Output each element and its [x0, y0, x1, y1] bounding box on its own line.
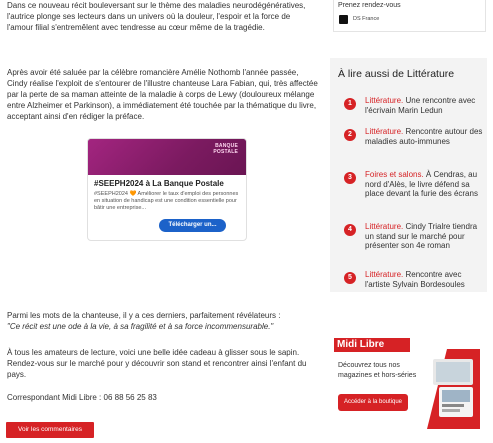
related-category: Littérature. — [365, 96, 404, 105]
promo-card[interactable] — [87, 138, 247, 241]
appointment-source: DS France — [353, 16, 380, 22]
related-headline: Cindy Trialre tiendra un stand sur le marché pour présenter son 4e roman — [365, 222, 478, 250]
related-link[interactable] — [365, 127, 483, 146]
ds-logo-icon — [339, 15, 348, 24]
promo-brand-line: BANQUE — [215, 143, 238, 149]
midi-libre-ad[interactable] — [333, 337, 483, 437]
promo-brand-line: POSTALE — [213, 149, 238, 155]
promo-download-button[interactable]: Télécharger un... — [159, 219, 226, 232]
appointment-card[interactable] — [333, 0, 486, 32]
related-link[interactable] — [365, 270, 483, 289]
promo-title: #SEEPH2024 à La Banque Postale — [94, 179, 224, 188]
item-number: 4 — [344, 224, 356, 236]
view-comments-button[interactable]: Voir les commentaires — [6, 422, 94, 438]
related-link[interactable] — [365, 96, 483, 115]
midi-libre-logo: Midi Libre — [334, 338, 410, 352]
related-headline: Rencontre autour des maladies auto-immunes — [365, 127, 483, 146]
promo-brand-logo — [213, 143, 238, 155]
related-headline: Rencontre avec l'artiste Sylvain Bordesoules — [365, 270, 465, 289]
promo-text: #SEEPH2024 🧡 Améliorer le taux d'emploi des personnes en situation de handicap est une condition essentielle pour bâtir une entreprise... — [94, 191, 239, 211]
item-number: 5 — [344, 272, 356, 284]
related-category: Littérature. — [365, 270, 404, 279]
related-link[interactable] — [365, 222, 483, 251]
magazine-covers-image — [427, 349, 480, 429]
related-category: Foires et salons. — [365, 170, 424, 179]
article-paragraph: Après avoir été saluée par la célèbre romancière Amélie Nothomb l'année passée, Cindy réalise l'exploit de s'entourer de l'illustre chanteuse Lara Fabian, qui, très affectée par la perte de sa maman atteinte de la maladie à corps de Lewy (douloureux mélange entre Alzheimer et Parkinson), a immédiatement été touchée par la thématique du livre, acceptant ainsi d'en rédiger la préface. — [7, 68, 318, 121]
related-title: À lire aussi de Littérature — [338, 68, 455, 80]
related-headline: À Cendras, au nord d'Alès, le livre défend sa place devant la furie des écrans — [365, 170, 478, 198]
related-headline: Une rencontre avec l'écrivain Marin Ledun — [365, 96, 476, 115]
promo-body — [88, 175, 246, 216]
promo-banner — [88, 139, 246, 175]
related-category: Littérature. — [365, 222, 404, 231]
quote-text: "Ce récit est une ode à la vie, à sa fragilité et à sa force incommensurable." — [7, 322, 274, 331]
article-paragraph: Dans ce nouveau récit bouleversant sur le thème des maladies neurodégénératives, l'autrice plonge ses lecteurs dans un univers où la douleur, l'espoir et la force de l'amour filial s'entremêlent avec tendresse au cœur même de la tragédie. — [7, 1, 306, 32]
item-number: 1 — [344, 98, 356, 110]
quote-intro: Parmi les mots de la chanteuse, il y a ces derniers, parfaitement révélateurs : — [7, 311, 281, 320]
related-articles — [330, 58, 487, 292]
appointment-title: Prenez rendez-vous — [338, 2, 401, 9]
item-number: 3 — [344, 172, 356, 184]
shop-access-button[interactable]: Accéder à la boutique — [338, 394, 408, 411]
related-category: Littérature. — [365, 127, 404, 136]
ad-copy: Découvrez tous nos magazines et hors-séries — [338, 362, 417, 379]
correspondent-contact: Correspondant Midi Libre : 06 88 56 25 83 — [7, 393, 157, 402]
article-paragraph: À tous les amateurs de lecture, voici une belle idée cadeau à glisser sous le sapin. Rendez-vous sur le marché pour y découvrir son stand et rencontrer ainsi l'enfant du pays. — [7, 348, 307, 379]
article-paragraph — [7, 310, 319, 332]
item-number: 2 — [344, 129, 356, 141]
related-link[interactable] — [365, 170, 483, 199]
